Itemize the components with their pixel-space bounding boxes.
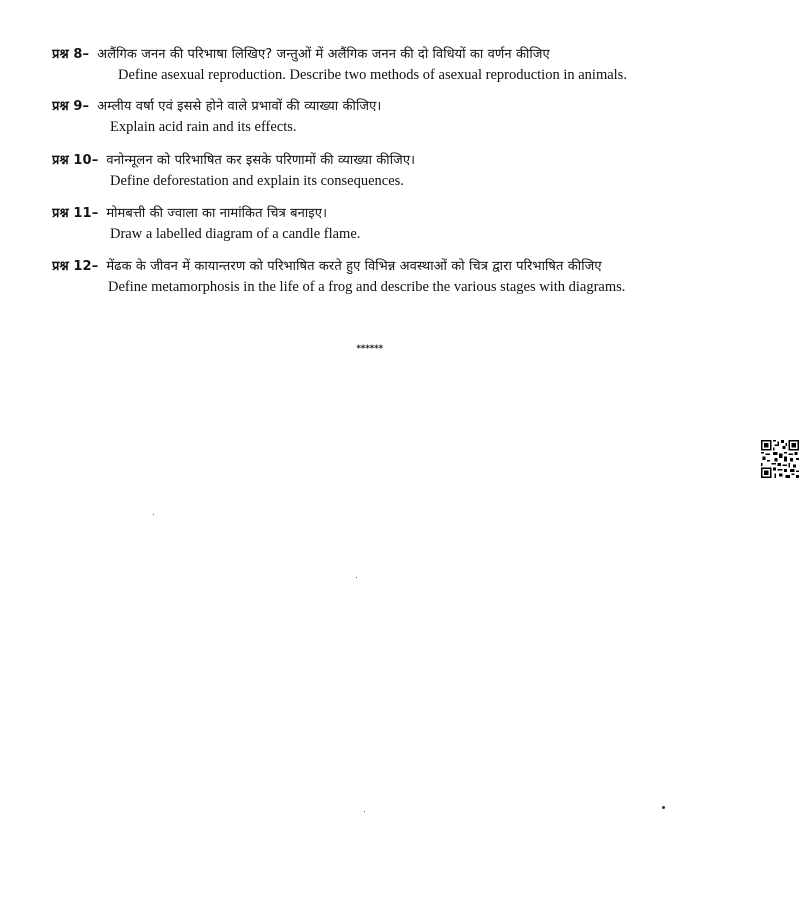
- scan-speck: [364, 811, 365, 812]
- scan-speck: [356, 577, 357, 578]
- question-9-english: Explain acid rain and its effects.: [110, 119, 297, 135]
- question-9: [52, 98, 792, 137]
- qr-code-icon: [761, 440, 799, 478]
- question-9-label: प्रश्न 9–: [52, 99, 90, 114]
- question-12: [52, 258, 792, 297]
- question-8-label: प्रश्न 8–: [52, 47, 90, 62]
- question-11-label: प्रश्न 11–: [52, 206, 99, 221]
- question-10-english: Define deforestation and explain its consequences.: [110, 173, 404, 189]
- question-11: [52, 205, 792, 244]
- question-12-label: प्रश्न 12–: [52, 259, 99, 274]
- question-8-hindi-text: अलैंगिक जनन की परिभाषा लिखिए? जन्तुओं में अलैंगिक जनन की दो विधियों का वर्णन कीजिए: [97, 47, 550, 62]
- question-12-hindi: [52, 258, 792, 275]
- question-9-hindi-text: अम्लीय वर्षा एवं इससे होने वाले प्रभावों की व्याख्या कीजिए।: [97, 99, 382, 114]
- scan-speck: [662, 806, 665, 809]
- question-8: [52, 46, 792, 85]
- question-11-english: Draw a labelled diagram of a candle flame.: [110, 226, 361, 242]
- question-10-hindi-text: वनोन्मूलन को परिभाषित कर इसके परिणामों की व्याख्या कीजिए।: [106, 153, 416, 168]
- question-12-hindi-text: मेंढक के जीवन में कायान्तरण को परिभाषित करते हुए विभिन्न अवस्थाओं को चित्र द्वारा परिभाषित कीजिए: [106, 259, 602, 274]
- question-10-hindi: [52, 152, 792, 169]
- question-9-hindi: [52, 98, 792, 115]
- question-8-english: Define asexual reproduction. Describe two methods of asexual reproduction in animals.: [118, 67, 627, 83]
- question-12-english: Define metamorphosis in the life of a frog and describe the various stages with diagrams.: [108, 279, 626, 295]
- question-11-hindi-text: मोमबत्ती की ज्वाला का नामांकित चित्र बनाइए।: [106, 206, 328, 221]
- end-separator: ******: [356, 344, 383, 354]
- question-11-hindi: [52, 205, 792, 222]
- scan-speck: [153, 514, 154, 515]
- question-10-label: प्रश्न 10–: [52, 153, 99, 168]
- question-8-hindi: [52, 46, 792, 63]
- question-10: [52, 152, 792, 191]
